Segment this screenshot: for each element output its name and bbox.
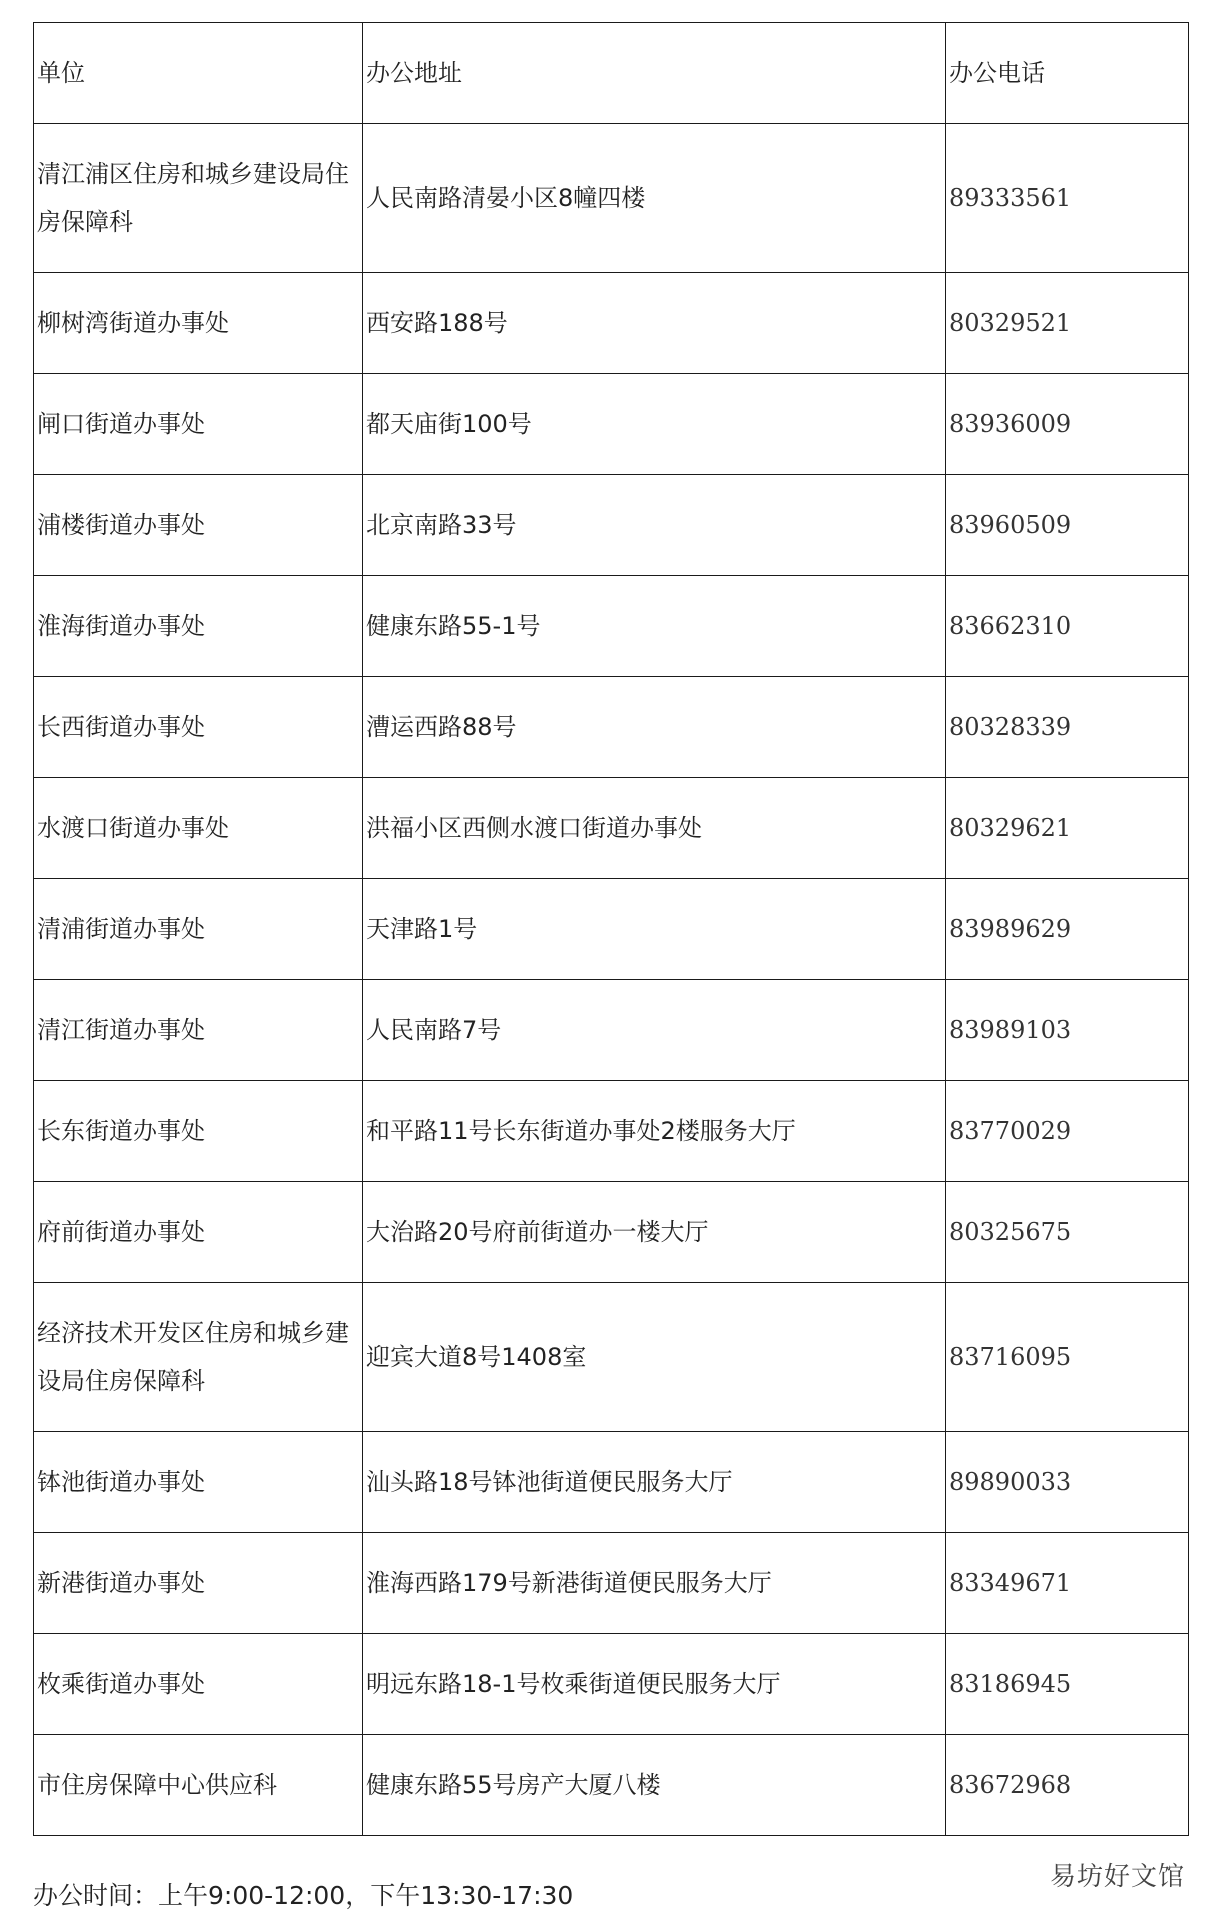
cell-phone: 83716095 <box>946 1283 1189 1432</box>
cell-phone: 80328339 <box>946 677 1189 778</box>
cell-address: 人民南路7号 <box>363 980 946 1081</box>
cell-phone: 83349671 <box>946 1533 1189 1634</box>
table-row <box>34 1634 1189 1735</box>
cell-unit: 清浦街道办事处 <box>34 879 363 980</box>
cell-phone: 83186945 <box>946 1634 1189 1735</box>
cell-phone: 83936009 <box>946 374 1189 475</box>
cell-address: 漕运西路88号 <box>363 677 946 778</box>
table-row <box>34 374 1189 475</box>
table-row <box>34 879 1189 980</box>
cell-unit: 清江浦区住房和城乡建设局住房保障科 <box>34 124 363 273</box>
cell-unit: 府前街道办事处 <box>34 1182 363 1283</box>
cell-unit: 长西街道办事处 <box>34 677 363 778</box>
site-watermark: 易坊好文馆 <box>1042 1857 1193 1897</box>
cell-unit: 钵池街道办事处 <box>34 1432 363 1533</box>
cell-unit: 柳树湾街道办事处 <box>34 273 363 374</box>
table-row <box>34 1182 1189 1283</box>
cell-phone: 83770029 <box>946 1081 1189 1182</box>
cell-address: 健康东路55号房产大厦八楼 <box>363 1735 946 1836</box>
cell-address: 西安路188号 <box>363 273 946 374</box>
table-row <box>34 1533 1189 1634</box>
cell-address: 洪福小区西侧水渡口街道办事处 <box>363 778 946 879</box>
cell-unit: 闸口街道办事处 <box>34 374 363 475</box>
table-row <box>34 677 1189 778</box>
table-row <box>34 778 1189 879</box>
cell-phone: 89333561 <box>946 124 1189 273</box>
cell-phone: 83989103 <box>946 980 1189 1081</box>
cell-address: 健康东路55-1号 <box>363 576 946 677</box>
cell-address: 天津路1号 <box>363 879 946 980</box>
cell-unit: 经济技术开发区住房和城乡建设局住房保障科 <box>34 1283 363 1432</box>
table-row <box>34 980 1189 1081</box>
header-address: 办公地址 <box>363 23 946 124</box>
cell-phone: 83989629 <box>946 879 1189 980</box>
table-row <box>34 124 1189 273</box>
cell-address: 迎宾大道8号1408室 <box>363 1283 946 1432</box>
cell-address: 北京南路33号 <box>363 475 946 576</box>
table-row <box>34 576 1189 677</box>
header-phone: 办公电话 <box>946 23 1189 124</box>
table-row <box>34 1283 1189 1432</box>
office-hours-note: 办公时间：上午9:00-12:00，下午13:30-17:30 <box>33 1881 574 1910</box>
cell-phone: 89890033 <box>946 1432 1189 1533</box>
cell-unit: 清江街道办事处 <box>34 980 363 1081</box>
cell-address: 明远东路18-1号枚乘街道便民服务大厅 <box>363 1634 946 1735</box>
office-contact-table <box>33 22 1189 1836</box>
cell-address: 人民南路清晏小区8幢四楼 <box>363 124 946 273</box>
cell-address: 和平路11号长东街道办事处2楼服务大厅 <box>363 1081 946 1182</box>
cell-address: 都天庙街100号 <box>363 374 946 475</box>
cell-unit: 枚乘街道办事处 <box>34 1634 363 1735</box>
cell-phone: 83662310 <box>946 576 1189 677</box>
table-row <box>34 1432 1189 1533</box>
table-row <box>34 475 1189 576</box>
cell-unit: 水渡口街道办事处 <box>34 778 363 879</box>
cell-unit: 市住房保障中心供应科 <box>34 1735 363 1836</box>
cell-unit: 长东街道办事处 <box>34 1081 363 1182</box>
cell-unit: 淮海街道办事处 <box>34 576 363 677</box>
cell-phone: 83960509 <box>946 475 1189 576</box>
table-header-row <box>34 23 1189 124</box>
cell-phone: 80329521 <box>946 273 1189 374</box>
cell-unit: 新港街道办事处 <box>34 1533 363 1634</box>
cell-address: 淮海西路179号新港街道便民服务大厅 <box>363 1533 946 1634</box>
table-row <box>34 273 1189 374</box>
cell-address: 大治路20号府前街道办一楼大厅 <box>363 1182 946 1283</box>
header-unit: 单位 <box>34 23 363 124</box>
cell-phone: 80325675 <box>946 1182 1189 1283</box>
cell-phone: 83672968 <box>946 1735 1189 1836</box>
cell-address: 汕头路18号钵池街道便民服务大厅 <box>363 1432 946 1533</box>
cell-unit: 浦楼街道办事处 <box>34 475 363 576</box>
table-row <box>34 1735 1189 1836</box>
table-row <box>34 1081 1189 1182</box>
document-sheet <box>33 22 1188 1836</box>
cell-phone: 80329621 <box>946 778 1189 879</box>
